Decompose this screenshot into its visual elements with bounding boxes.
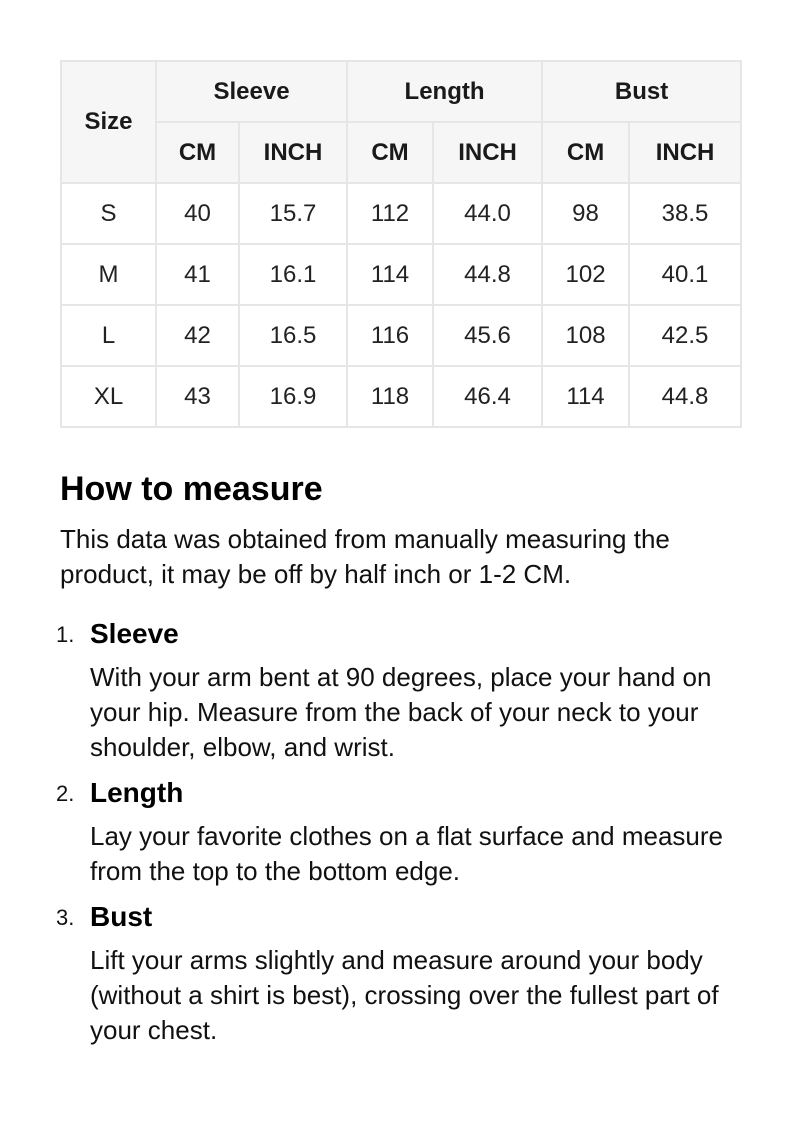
table-cell: 102 (542, 244, 629, 305)
length-group-header: Length (347, 61, 542, 122)
unit-header: INCH (239, 122, 347, 183)
table-row (61, 305, 741, 366)
step-number: 2. (56, 781, 75, 806)
table-cell: 16.9 (239, 366, 347, 427)
sleeve-group-header: Sleeve (156, 61, 347, 122)
step-title: Sleeve (90, 618, 179, 649)
table-cell: 116 (347, 305, 433, 366)
size-chart-table (60, 60, 742, 428)
measure-steps-list (56, 616, 740, 1048)
table-header-row (61, 61, 741, 122)
list-item (56, 899, 740, 1048)
list-item (56, 775, 740, 889)
size-cell: M (61, 244, 156, 305)
size-column-header: Size (61, 61, 156, 183)
table-cell: 118 (347, 366, 433, 427)
table-cell: 112 (347, 183, 433, 244)
table-cell: 114 (542, 366, 629, 427)
size-cell: XL (61, 366, 156, 427)
unit-header: INCH (629, 122, 741, 183)
table-cell: 44.8 (629, 366, 741, 427)
table-cell: 44.8 (433, 244, 542, 305)
table-cell: 43 (156, 366, 239, 427)
size-cell: L (61, 305, 156, 366)
table-cell: 41 (156, 244, 239, 305)
table-cell: 44.0 (433, 183, 542, 244)
step-description: With your arm bent at 90 degrees, place your hand on your hip. Measure from the back of your neck to your shoulder, elbow, and wrist. (90, 662, 712, 762)
table-cell: 16.1 (239, 244, 347, 305)
table-cell: 40.1 (629, 244, 741, 305)
table-unit-row (61, 122, 741, 183)
table-row (61, 183, 741, 244)
bust-group-header: Bust (542, 61, 741, 122)
step-number: 1. (56, 622, 75, 647)
size-guide (56, 60, 740, 1058)
unit-header: CM (347, 122, 433, 183)
table-cell: 108 (542, 305, 629, 366)
table-cell: 98 (542, 183, 629, 244)
table-cell: 114 (347, 244, 433, 305)
step-title: Length (90, 777, 184, 808)
step-description: Lift your arms slightly and measure around your body (without a shirt is best), crossing over the fullest part of your chest. (90, 945, 719, 1045)
table-cell: 16.5 (239, 305, 347, 366)
table-row (61, 244, 741, 305)
step-number: 3. (56, 905, 75, 930)
table-cell: 38.5 (629, 183, 741, 244)
table-cell: 15.7 (239, 183, 347, 244)
unit-header: CM (156, 122, 239, 183)
size-cell: S (61, 183, 156, 244)
unit-header: CM (542, 122, 629, 183)
table-cell: 42.5 (629, 305, 741, 366)
table-cell: 40 (156, 183, 239, 244)
table-cell: 42 (156, 305, 239, 366)
step-title: Bust (90, 901, 153, 932)
unit-header: INCH (433, 122, 542, 183)
list-item (56, 616, 740, 765)
how-to-measure-heading: How to measure (60, 470, 323, 508)
table-cell: 45.6 (433, 305, 542, 366)
intro-paragraph: This data was obtained from manually measuring the product, it may be off by half inch or 1-2 CM. (60, 524, 670, 589)
step-description: Lay your favorite clothes on a flat surface and measure from the top to the bottom edge. (90, 821, 724, 886)
table-cell: 46.4 (433, 366, 542, 427)
table-row (61, 366, 741, 427)
